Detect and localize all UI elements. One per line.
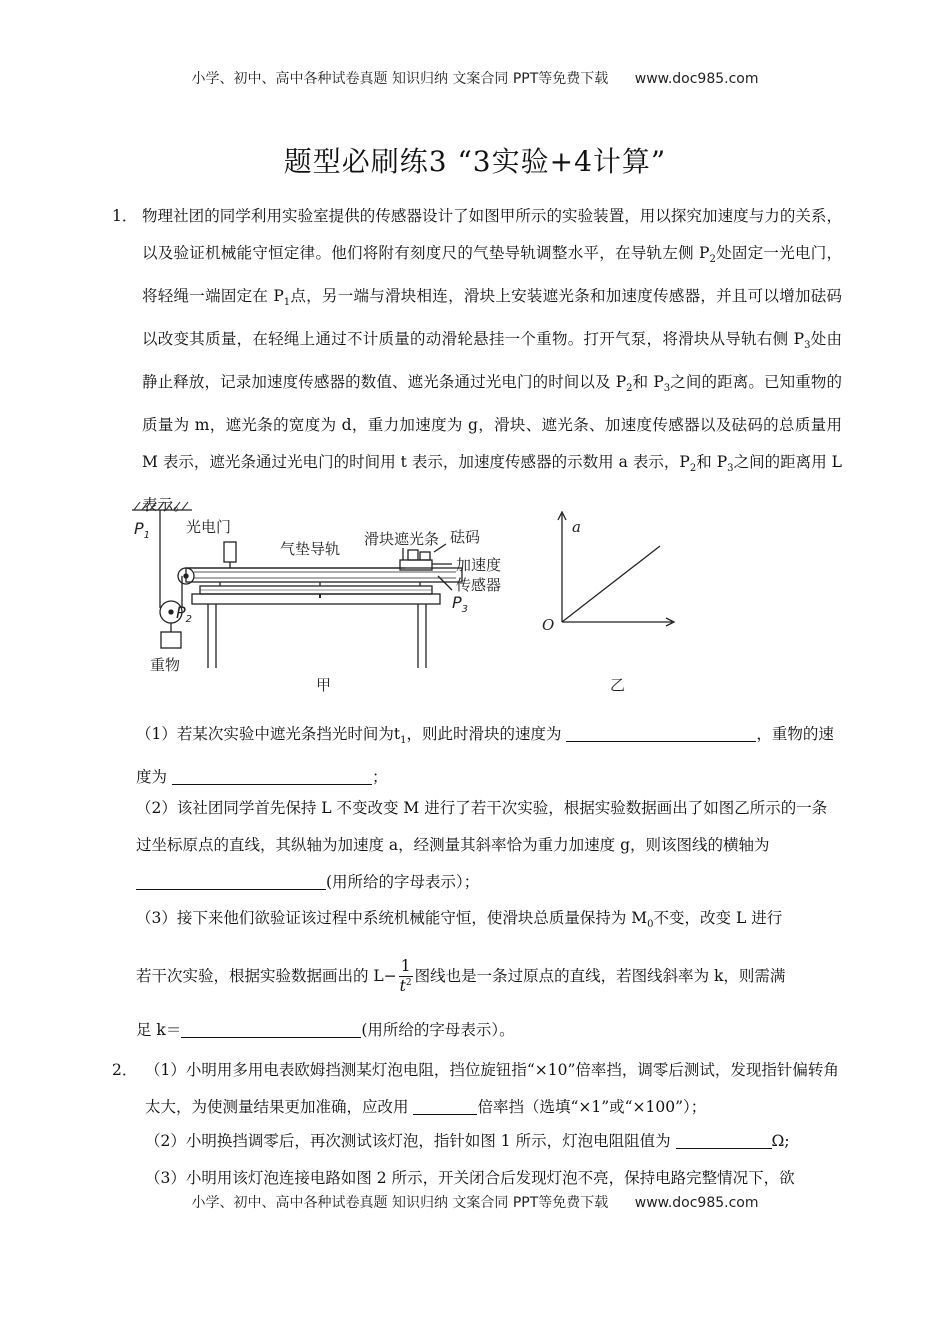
page-title: 题型必刷练3 “3实验+4计算” xyxy=(283,145,667,178)
question-1-text: 物理社团的同学利用实验室提供的传感器设计了如图甲所示的实验装置，用以探究加速度与力的关系，以及验证机械能守恒定律。他们将附有刻度尺的气垫导轨调整水平，在导轨左侧 $P_2$处固定一光电门，将轻绳一端固定在 $P_1$点，另一端与滑块相连，滑块上安装遮光条和加速度传感器，并且可以增加砝码以改变其质量，在轻绳上通过不计质量的动滑轮悬挂一个重物。打开气泵，将滑块从导轨右侧 $P_3$处由静止释放，记录加速度传感器的数值、遮光条通过光电门的时间以及 $P_2$和 $P_3$之间的距离。已知重物的质量为 m，遮光条的宽度为 d，重力加速度为 g，滑块、遮光条、加速度传感器以及砝码的总质量用 M 表示，遮光条通过光电门的时间用 t 表示，加速度传感器的示数用 a 表示，$P_2$和 $P_3$之间的距离用 L 表示。 xyxy=(142,207,843,515)
caption-yi: 乙 xyxy=(610,676,626,694)
origin-label: O xyxy=(542,616,555,634)
header-text: 小学、初中、高中各种试卷真题 知识归纳 文案合同 PPT等免费下载 xyxy=(191,71,609,87)
fraction-1-over-t2: $\frac{1}{t^2}$ xyxy=(399,957,412,996)
answer-blank-2[interactable] xyxy=(172,766,372,785)
answer-blank-6[interactable] xyxy=(676,1130,772,1149)
question-1-number: 1． xyxy=(112,207,138,225)
answer-blank-1[interactable] xyxy=(566,723,756,742)
label-photogate: 光电门 xyxy=(186,518,232,536)
label-p1: $P_1$ xyxy=(134,519,151,541)
q1-part-1: （1）若某次实验中遮光条挡光时间为$t_1$，则此时滑块的速度为 ，重物的速度为 ； xyxy=(136,725,834,787)
q1-part-3-line1: （3）接下来他们欲验证该过程中系统机械能守恒，使滑块总质量保持为 $M_0$不变，改变 L 进行 xyxy=(136,909,783,931)
q1-part-2: （2）该社团同学首先保持 L 不变改变 M 进行了若干次实验，根据实验数据画出了如图乙所示的一条过坐标原点的直线，其纵轴为加速度 a，经测量其斜率恰为重力加速度 g，则该图线的横轴为 (用所给的字母表示）； xyxy=(136,799,828,891)
q2-part-3: （3）小明用该灯泡连接电路如图 2 所示，开关闭合后发现灯泡不亮，保持电路完整情况下，欲 xyxy=(145,1169,795,1187)
answer-blank-3[interactable] xyxy=(136,871,326,890)
q2-part-1: （1）小明用多用电表欧姆挡测某灯泡电阻，挡位旋钮指“×10”倍率挡，调零后测试，发现指针偏转角太大，为使测量结果更加准确，应改用 倍率挡（选填“×1”或“×100”）； xyxy=(145,1061,839,1116)
page-footer xyxy=(0,1192,950,1212)
graph-line xyxy=(562,546,660,622)
q1-part-3-line3: 足 k＝ (用所给的字母表示）。 xyxy=(136,1021,515,1039)
label-air-track: 气垫导轨 xyxy=(280,540,341,558)
answer-blank-4[interactable] xyxy=(181,1019,361,1038)
experiment-figure xyxy=(120,500,680,705)
label-heavy-object: 重物 xyxy=(150,656,181,674)
axis-a-label: a xyxy=(572,518,581,536)
apparatus-diagram xyxy=(132,502,462,668)
label-weights: 砝码 xyxy=(450,528,481,546)
page-header xyxy=(0,68,950,88)
label-p2: $P_2$ xyxy=(176,603,193,625)
question-2-number: 2． xyxy=(112,1061,138,1079)
footer-site-link[interactable]: www.doc985.com xyxy=(634,1195,759,1211)
header-site-link[interactable]: www.doc985.com xyxy=(634,71,759,87)
answer-blank-5[interactable] xyxy=(413,1096,477,1115)
footer-text: 小学、初中、高中各种试卷真题 知识归纳 文案合同 PPT等免费下载 xyxy=(191,1195,609,1211)
q1-part-3-line2: 若干次实验，根据实验数据画出的 L− $\frac{1}{t^2}$ 图线也是一条过原点的直线，若图线斜率为 k，则需满 xyxy=(136,957,786,996)
q2-part-2: （2）小明换挡调零后，再次测试该灯泡，指针如图 1 所示，灯泡电阻阻值为 Ω; xyxy=(145,1132,790,1150)
label-sensor-line1: 加速度 xyxy=(456,556,502,574)
label-slider-flag: 滑块遮光条 xyxy=(364,530,440,548)
label-sensor-line2: 传感器 xyxy=(456,576,502,594)
caption-jia: 甲 xyxy=(316,676,332,694)
label-p3: $P_3$ xyxy=(452,593,469,615)
